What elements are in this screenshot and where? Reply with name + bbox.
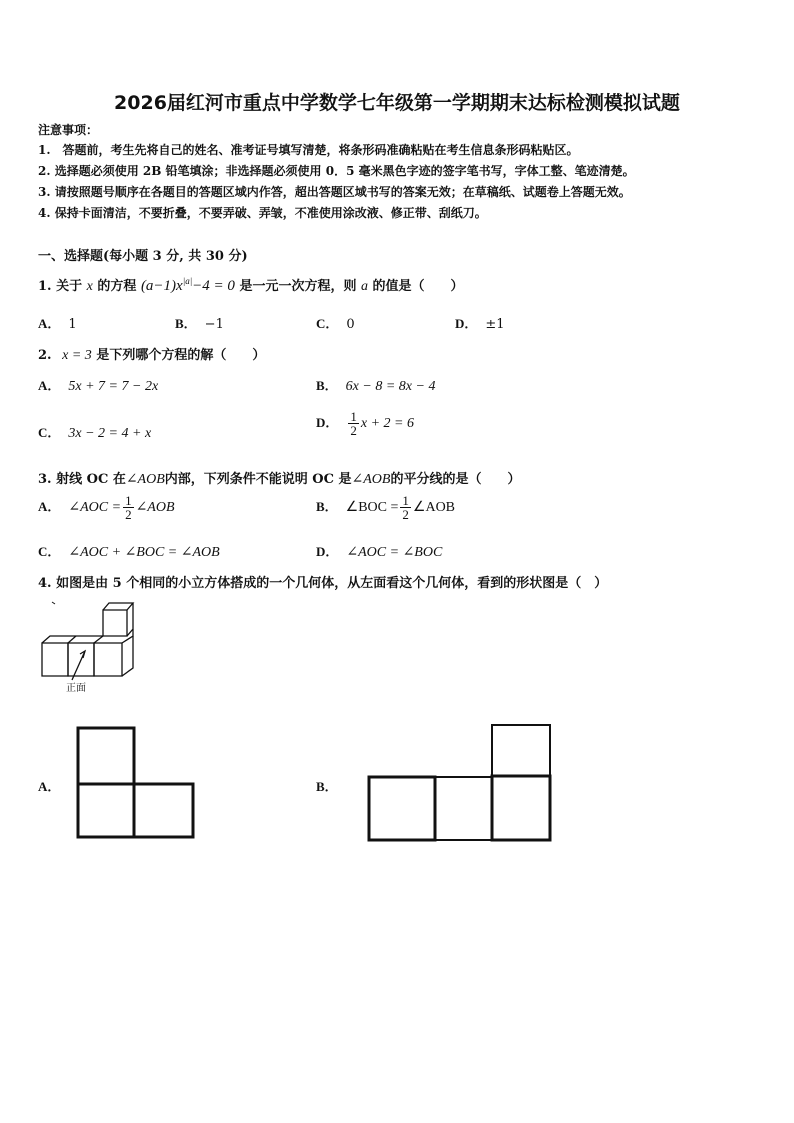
question-4: 4. 如图是由 5 个相同的小立方体搭成的一个几何体，从左面看这个几何体，看到的形状图是（ ） bbox=[38, 576, 608, 591]
q2-option-c[interactable]: C． 3x − 2 = 4 + x bbox=[38, 425, 152, 441]
q1-prefix: 1. 关于 bbox=[38, 279, 83, 294]
q4-option-b-figure bbox=[369, 725, 550, 840]
q4-option-a[interactable]: A． bbox=[38, 779, 61, 794]
notice-heading: 注意事项： bbox=[38, 123, 99, 137]
q4-option-a-figure bbox=[78, 728, 193, 837]
cube-figure bbox=[42, 603, 133, 680]
question-3: 3. 射线 OC 在∠AOB内部，下列条件不能说明 OC 是∠AOB的平分线的是（ ） bbox=[38, 472, 521, 487]
notice-item-1: 1. 答题前，考生先将自己的姓名、准考证号填写清楚，将条形码准确粘贴在考生信息条形码粘贴区。 bbox=[38, 143, 579, 157]
notice-item-4: 4. 保持卡面清洁，不要折叠，不要弄破、弄皱，不准使用涂改液、修正带、刮纸刀。 bbox=[38, 206, 487, 220]
q3-option-b[interactable]: B． ∠BOC = $\frac{1}{2}$ ∠AOB bbox=[316, 493, 456, 522]
q4-option-b[interactable]: B． bbox=[316, 779, 338, 794]
q2-option-d[interactable]: D． $\frac{1}{2}$ x + 2 = 6 bbox=[316, 409, 414, 438]
q3-option-d[interactable]: D． ∠AOC = ∠BOC bbox=[316, 544, 443, 560]
notice-item-2: 2. 选择题必须使用 2B 铅笔填涂；非选择题必须使用 0．5 毫米黑色字迹的签字笔书写，字体工整、笔迹清楚。 bbox=[38, 164, 635, 178]
q1-end: 的值是（ ） bbox=[372, 279, 464, 294]
question-2: 2. x = 3 是下列哪个方程的解（ ） bbox=[38, 348, 266, 363]
notice-item-3: 3. 请按照题号顺序在各题目的答题区域内作答，超出答题区域书写的答案无效；在草稿纸、试题卷上答题无效。 bbox=[38, 185, 631, 199]
q1-option-a[interactable]: A． 1 bbox=[38, 316, 77, 332]
q2-option-b[interactable]: B． 6x − 8 = 8x − 4 bbox=[316, 378, 436, 394]
q2-option-a[interactable]: A． 5x + 7 = 7 − 2x bbox=[38, 378, 159, 394]
q1-after: 是一元一次方程，则 bbox=[239, 279, 357, 294]
q1-option-c[interactable]: C． 0 bbox=[316, 316, 355, 332]
front-label: 正面 bbox=[66, 683, 86, 694]
q1-var-x: x bbox=[86, 279, 93, 294]
q1-var-a: a bbox=[361, 279, 368, 294]
q1-option-b[interactable]: B． −1 bbox=[175, 316, 224, 332]
q1-option-d[interactable]: D． ±1 bbox=[455, 316, 505, 332]
q2-tail: 是下列哪个方程的解（ ） bbox=[96, 348, 266, 363]
q2-equation: x = 3 bbox=[62, 348, 92, 363]
page-title: 2026届红河市重点中学数学七年级第一学期期末达标检测模拟试题 bbox=[114, 92, 680, 114]
q1-mid: 的方程 bbox=[97, 279, 137, 294]
section-heading: 一、选择题(每小题 3 分, 共 30 分) bbox=[38, 249, 248, 264]
q3-option-a[interactable]: A． ∠AOC = $\frac{1}{2}$ ∠AOB bbox=[38, 493, 175, 522]
q1-equation: $(a-1)x^{|a|}-4 = 0$ bbox=[140, 276, 235, 294]
q3-option-c[interactable]: C． ∠AOC + ∠BOC = ∠AOB bbox=[38, 544, 220, 560]
